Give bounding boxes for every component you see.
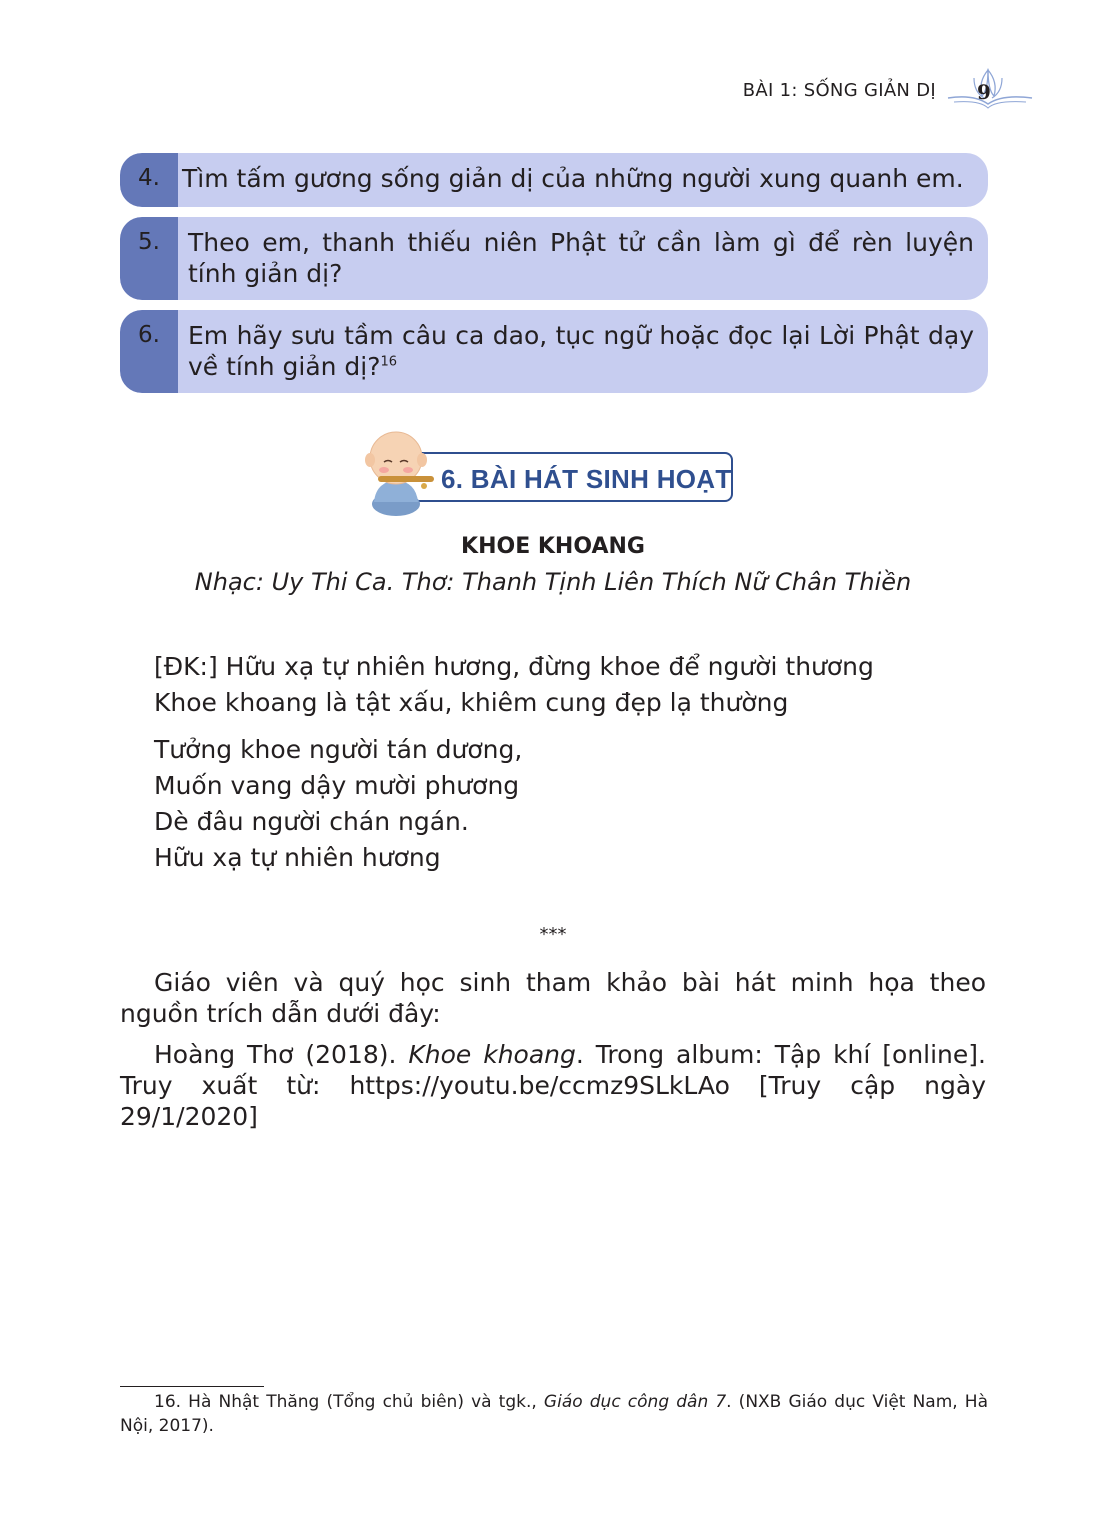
question-box-5: [120, 217, 988, 300]
verse-line: Tưởng khoe người tán dương,: [154, 735, 523, 764]
footnote-reference: 16: [380, 354, 398, 370]
question-box-4: [120, 153, 988, 207]
song-title: KHOE KHOANG: [461, 534, 645, 559]
monk-flute-illustration: [358, 426, 442, 518]
citation-details: . Trong album: Tập khí [online]. Truy xuất từ: https://youtu.be/ccmz9SLkLAo [Truy cập ngày 29/1/2020]: [120, 1040, 986, 1131]
question-text: Theo em, thanh thiếu niên Phật tử cần làm gì để rèn luyện tính giản dị?: [188, 228, 974, 288]
question-text-body: Em hãy sưu tầm câu ca dao, tục ngữ hoặc đọc lại Lời Phật dạy về tính giản dị?: [188, 321, 974, 381]
page-number: 9: [977, 80, 991, 104]
song-credit: Nhạc: Uy Thi Ca. Thơ: Thanh Tịnh Liên Thích Nữ Chân Thiền: [194, 568, 912, 596]
footnote: [120, 1390, 988, 1438]
footnote-text-before: Hà Nhật Thăng (Tổng chủ biên) và tgk.,: [181, 1392, 544, 1412]
section-separator: ***: [539, 924, 567, 945]
citation-title: Khoe khoang: [408, 1040, 576, 1069]
reference-intro: [120, 967, 986, 1029]
chorus-line: Khoe khoang là tật xấu, khiêm cung đẹp lạ thường: [154, 688, 789, 717]
section-title: 6. BÀI HÁT SINH HOẠT: [441, 464, 732, 494]
question-text: Tìm tấm gương sống giản dị của những người xung quanh em.: [182, 164, 964, 193]
footnote-book-title: Giáo dục công dân 7: [543, 1392, 727, 1412]
verse-line: Hữu xạ tự nhiên hương: [154, 843, 441, 872]
reference-citation: [120, 1039, 986, 1132]
section-banner: [395, 452, 733, 502]
footnote-number: 16.: [154, 1392, 182, 1412]
citation-author: Hoàng Thơ (2018).: [154, 1040, 409, 1069]
verse-line: Muốn vang dậy mười phương: [154, 771, 520, 800]
chorus-line: [ĐK:] Hữu xạ tự nhiên hương, đừng khoe để người thương: [154, 652, 874, 681]
question-box-6: [120, 310, 988, 393]
footnote-divider: [120, 1386, 264, 1387]
question-number: 4.: [138, 165, 160, 191]
verse-line: Dè đâu người chán ngán.: [154, 807, 469, 836]
question-number: 6.: [138, 322, 160, 348]
running-header: BÀI 1: SỐNG GIẢN DỊ: [742, 80, 936, 101]
question-text: [188, 320, 974, 382]
reference-intro-text: Giáo viên và quý học sinh tham khảo bài hát minh họa theo nguồn trích dẫn dưới đây:: [120, 968, 986, 1028]
footnote-text-after: . (NXB Giáo dục Việt Nam, Hà Nội, 2017).: [120, 1392, 988, 1436]
question-number: 5.: [138, 229, 160, 255]
